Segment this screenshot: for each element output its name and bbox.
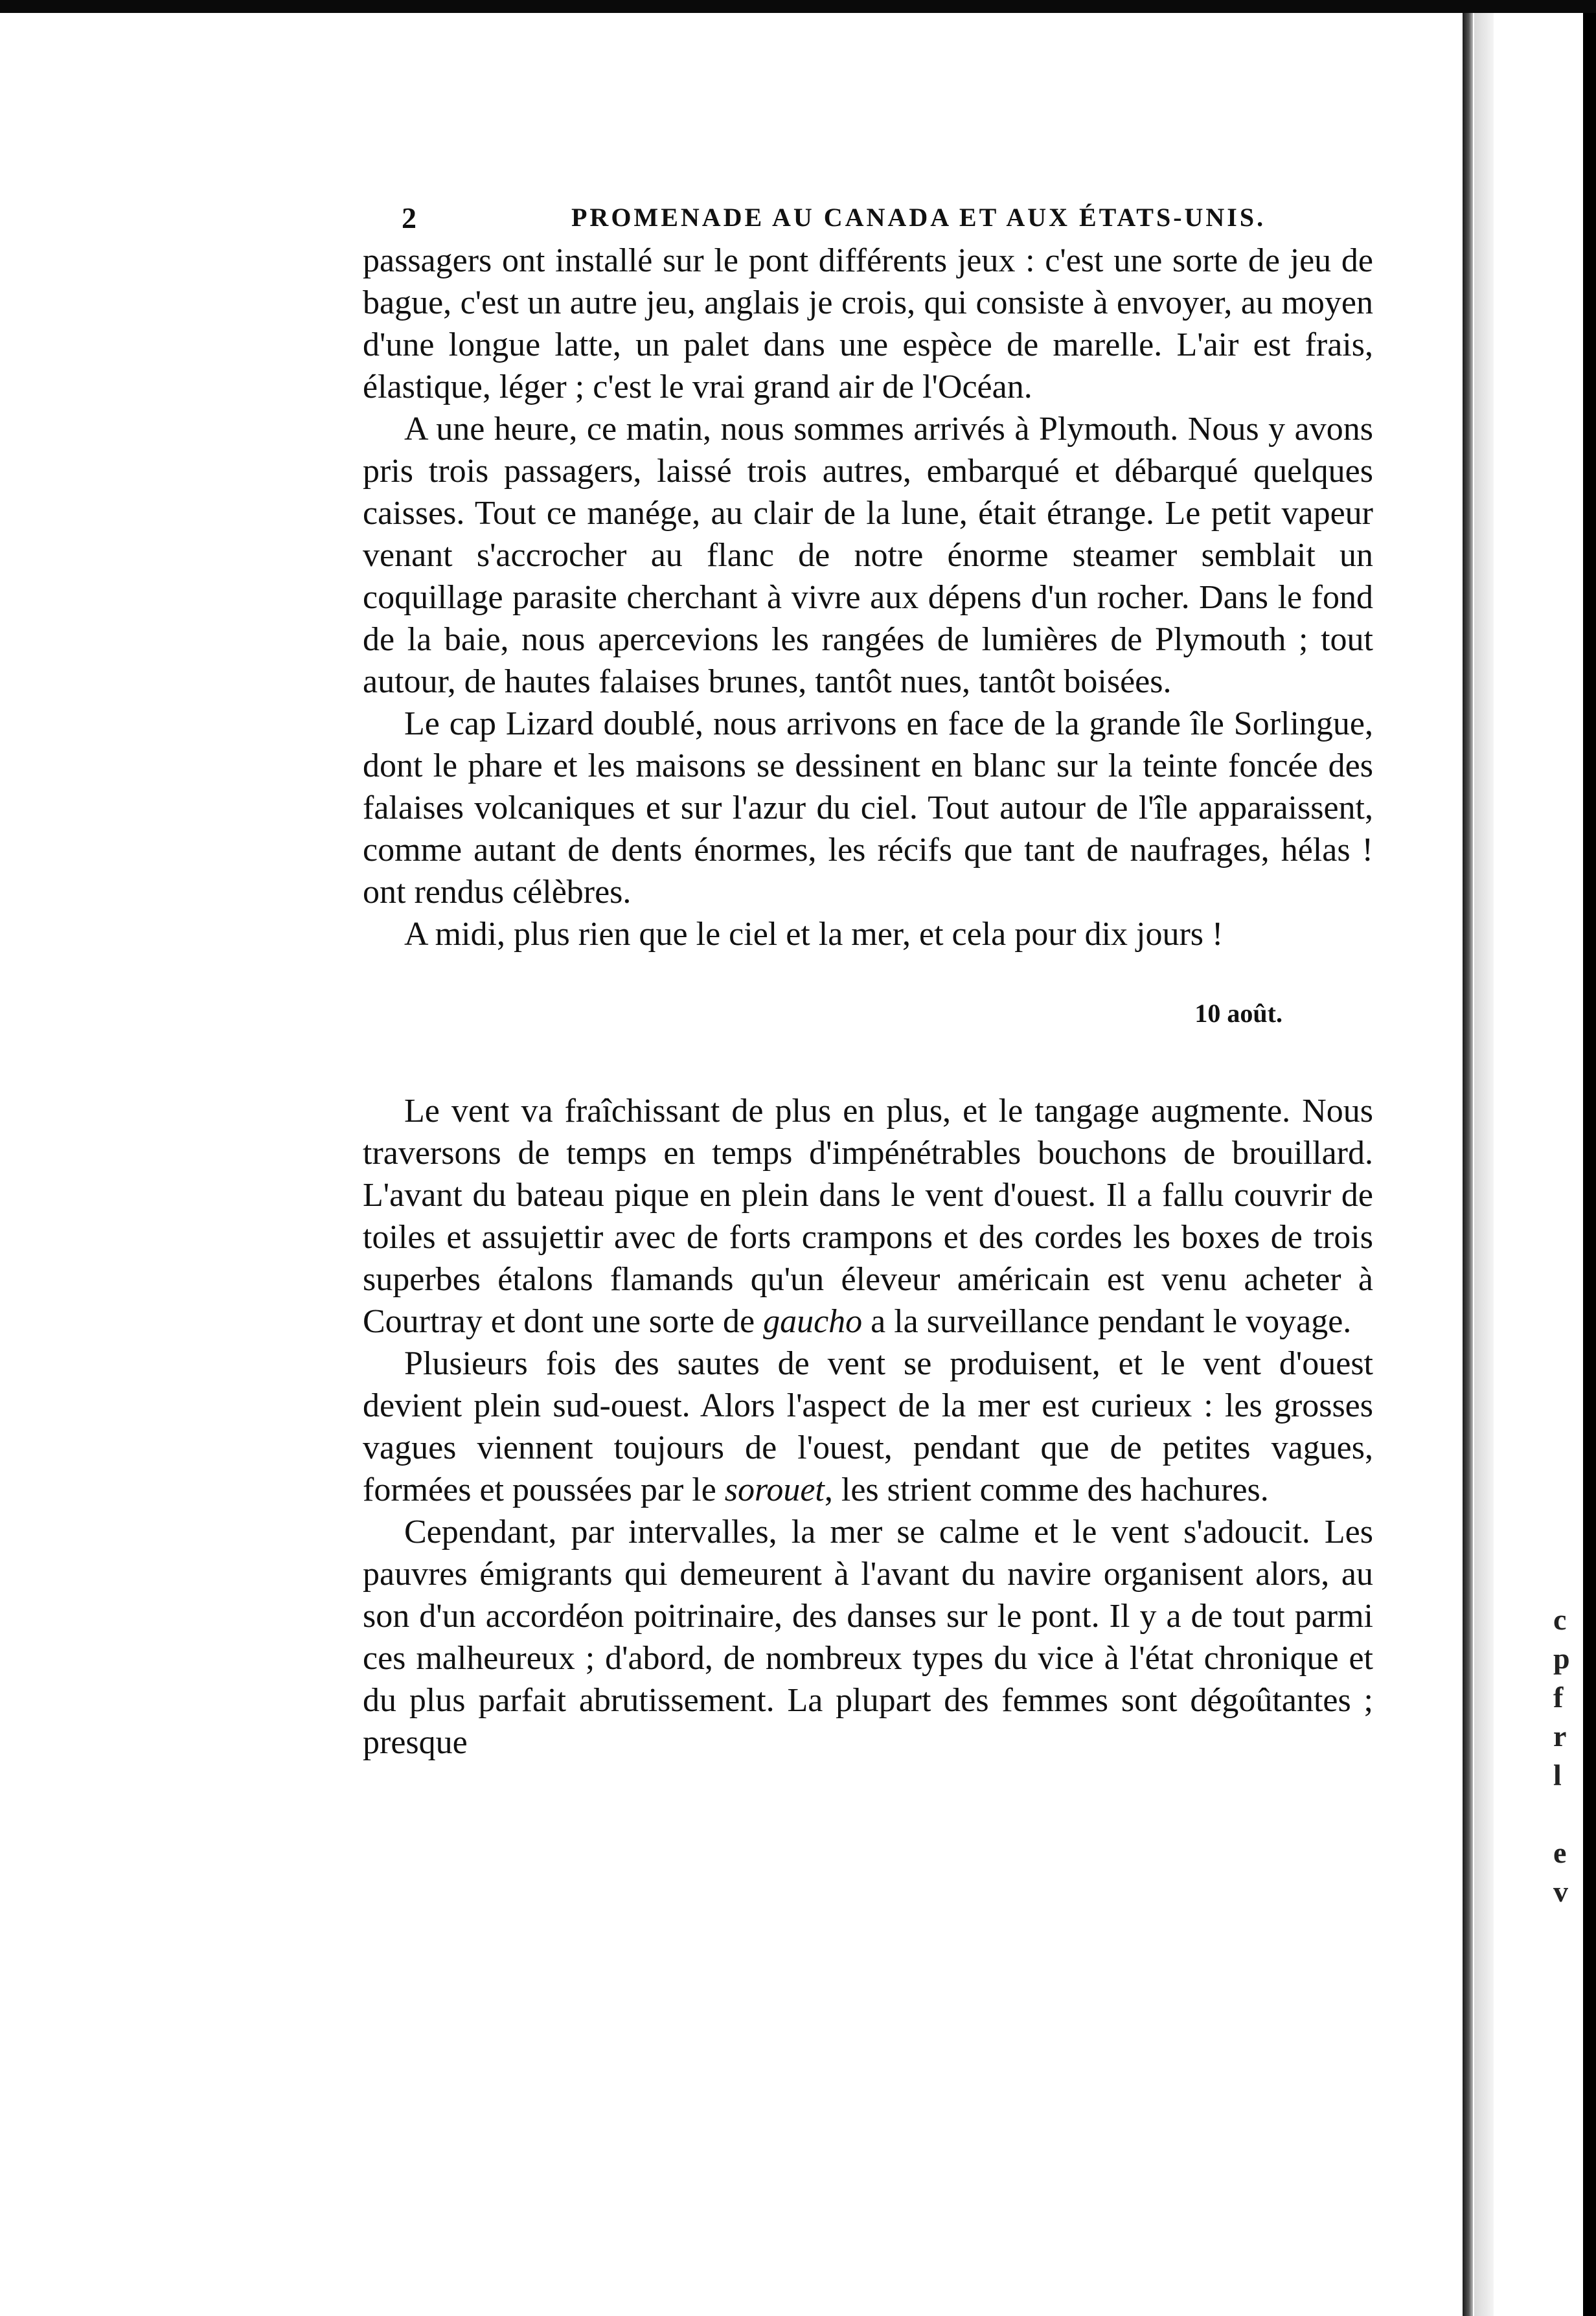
- facing-page-fragment: v: [1553, 1875, 1568, 1908]
- facing-page-fragment: e: [1553, 1836, 1567, 1869]
- page-number: 2: [402, 201, 419, 234]
- gutter-band: [1474, 13, 1494, 2316]
- facing-page-fragment: c: [1553, 1603, 1567, 1636]
- facing-page-fragment: p: [1553, 1642, 1570, 1675]
- paragraph: A une heure, ce matin, nous sommes arrivés à Plymouth. Nous y avons pris trois passagers, laissé trois autres, embarqué et débarqué quelques caisses. Tout ce manége, au clair de la lune, était étrange. Le petit vapeur venant s'accrocher au flanc de notre énorme steamer semblait un coquillage parasite cherchant à vivre aux dépens d'un rocher. Dans le fond de la baie, nous apercevions les rangées de lumières de Plymouth ; tout autour, de hautes falaises brunes, tantôt nues, tantôt boisées.: [363, 411, 1373, 700]
- italic-term: sorouet: [724, 1471, 825, 1508]
- paragraph-continuation: passagers ont installé sur le pont différents jeux : c'est une sorte de jeu de bague, c'est un autre jeu, anglais je crois, qui consiste à envoyer, au moyen d'une longue latte, un palet dans une espèce de marelle. L'air est frais, élastique, léger ; c'est le vrai grand air de l'Océan.: [363, 242, 1373, 405]
- text-run: Le vent va fraîchissant de plus en plus, et le tangage augmente. Nous traversons de temps en temps d'impénétrables bouchons de brouillard. L'avant du bateau pique en plein dans le vent d'ouest. Il a fallu couvrir de toiles et assujettir avec de forts crampons et des cordes les boxes de trois superbes étalons flamands qu'un éleveur américain est venu acheter à Courtray et dont une sorte de: [363, 1093, 1373, 1340]
- paragraph: Le cap Lizard doublé, nous arrivons en face de la grande île Sorlingue, dont le phare et les maisons se dessinent en blanc sur la teinte foncée des falaises volcaniques et sur l'azur du ciel. Tout autour de l'île apparaissent, comme autant de dents énormes, les récifs que tant de naufrages, hélas ! ont rendus célèbres.: [363, 705, 1373, 911]
- facing-page-fragment: f: [1553, 1681, 1564, 1714]
- dateline: 10 août.: [1194, 999, 1282, 1028]
- book-gutter-shadow: [1463, 13, 1473, 2316]
- paragraph: Cependant, par intervalles, la mer se calme et le vent s'adoucit. Les pauvres émigrants qui demeurent à l'avant du navire organisent alors, au son d'un accordéon poitrinaire, des danses sur le pont. Il y a de tout parmi ces malheureux ; d'abord, de nombreux types du vice à l'état chronique et du plus parfait abrutissement. La plupart des femmes sont dégoûtantes ; presque: [363, 1514, 1373, 1761]
- book-page: [363, 194, 1373, 1764]
- running-title: PROMENADE AU CANADA ET AUX ÉTATS-UNIS.: [571, 203, 1266, 232]
- paragraph: [363, 1343, 1373, 1511]
- paragraph: [363, 1090, 1373, 1343]
- body-text: [363, 240, 1373, 1764]
- italic-term: gaucho: [763, 1303, 863, 1340]
- scan-right-border: [1583, 13, 1596, 2316]
- facing-page-fragment: r: [1553, 1720, 1567, 1753]
- text-run: a la surveillance pendant le voyage.: [871, 1303, 1352, 1340]
- text-run: , les strient comme des hachures.: [824, 1471, 1269, 1508]
- running-head: [363, 194, 1373, 240]
- paragraph: A midi, plus rien que le ciel et la mer, et cela pour dix jours !: [404, 916, 1224, 953]
- text-run: Plusieurs fois des sautes de vent se produisent, et le vent d'ouest devient plein sud-ouest. Alors l'aspect de la mer est curieux : les grosses vagues viennent toujours de l'ouest, pendant que de petites vagues, formées et poussées par le: [363, 1345, 1373, 1508]
- scan-top-border: [0, 0, 1596, 13]
- facing-page-fragment: l: [1553, 1758, 1562, 1791]
